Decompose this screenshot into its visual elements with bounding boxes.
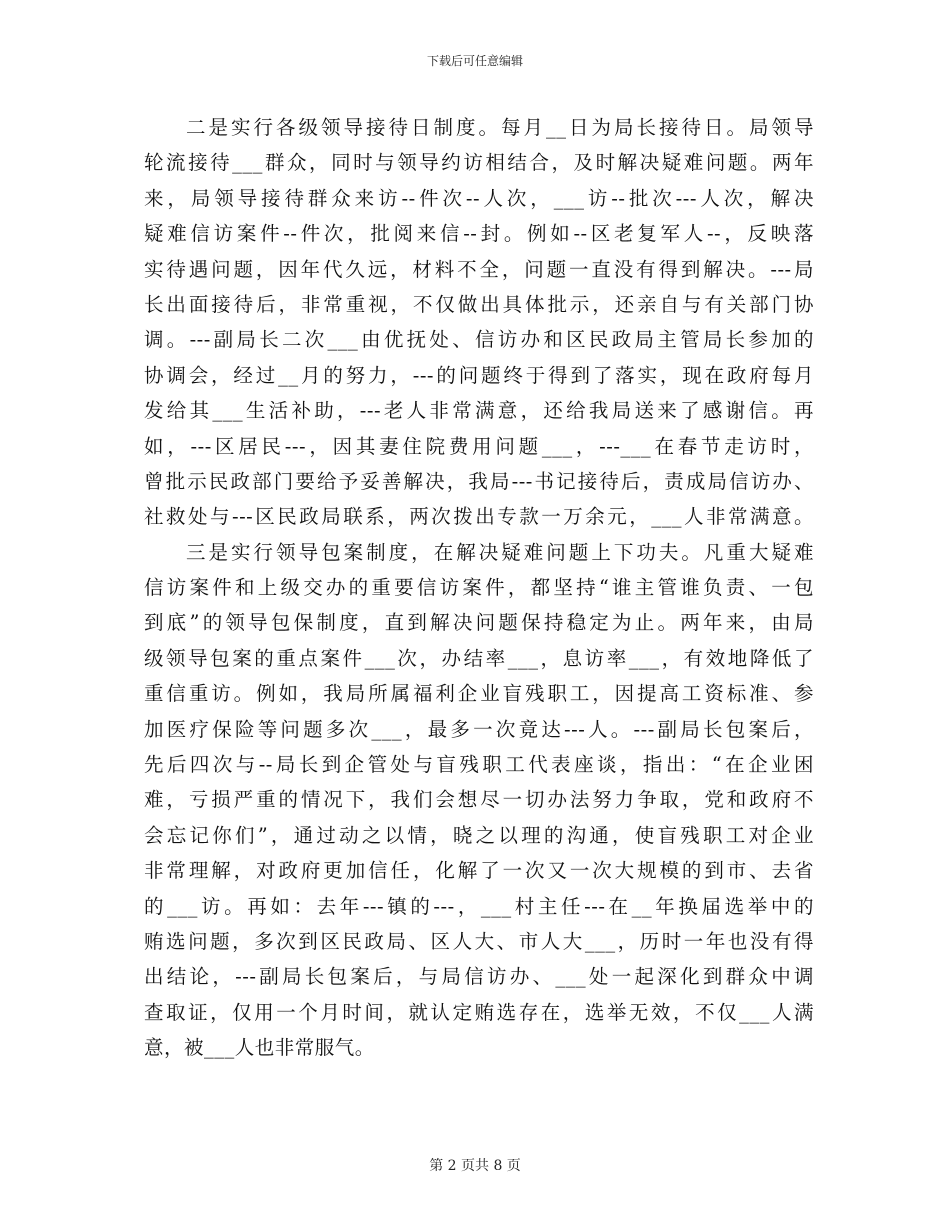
paragraph-1 xyxy=(144,110,814,535)
text-line: 发给其___生活补助，---老人非常满意，还给我局送来了感谢信。再 xyxy=(144,399,814,423)
text-line: 贿选问题，多次到区民政局、区人大、市人大___，历时一年也没有得 xyxy=(144,929,814,953)
text-line: 长出面接待后，非常重视，不仅做出具体批示，还亲自与有关部门协 xyxy=(144,292,814,316)
text-line: 重信重访。例如，我局所属福利企业盲残职工，因提高工资标准、参 xyxy=(144,682,814,706)
text-line: 如，---区居民---，因其妻住院费用问题___，---___在春节走访时， xyxy=(144,434,814,458)
text-line: 出结论，---副局长包案后，与局信访办、___处一起深化到群众中调 xyxy=(144,965,814,989)
text-line: 先后四次与--局长到企管处与盲残职工代表座谈，指出：“在企业困 xyxy=(144,753,814,777)
text-line: 的___访。再如：去年---镇的---，___村主任---在__年换届选举中的 xyxy=(144,894,814,918)
paragraph-2 xyxy=(144,535,814,1066)
text-line: 疑难信访案件--件次，批阅来信--封。例如--区老复军人--，反映落 xyxy=(144,222,814,246)
text-line: 社救处与---区民政局联系，两次拨出专款一万余元，___人非常满意。 xyxy=(144,505,814,529)
page-number: 第 2 页共 8 页 xyxy=(429,1158,521,1174)
text-line: 难，亏损严重的情况下，我们会想尽一切办法努力争取，党和政府不 xyxy=(144,788,814,812)
text-line: 非常理解，对政府更加信任，化解了一次又一次大规模的到市、去省 xyxy=(144,859,814,883)
text-line: 到底”的领导包保制度，直到解决问题保持稳定为止。两年来，由局 xyxy=(144,611,814,635)
page-header: 下载后可任意编辑 xyxy=(426,54,523,68)
text-line: 调。---副局长二次___由优抚处、信访办和区民政局主管局长参加的 xyxy=(144,328,814,352)
text-line: 实待遇问题，因年代久远，材料不全，问题一直没有得到解决。---局 xyxy=(144,257,814,281)
text-line: 会忘记你们”，通过动之以情，晓之以理的沟通，使盲残职工对企业 xyxy=(144,823,814,847)
document-body xyxy=(144,110,814,1066)
text-line: 加医疗保险等问题多次___，最多一次竟达---人。---副局长包案后， xyxy=(144,717,814,741)
text-line: 来，局领导接待群众来访--件次--人次，___访--批次---人次，解决 xyxy=(144,186,814,210)
text-line: 二是实行各级领导接待日制度。每月__日为局长接待日。局领导 xyxy=(186,116,814,139)
text-line: 级领导包案的重点案件___次，办结率___，息访率___，有效地降低了 xyxy=(144,646,814,670)
text-line: 信访案件和上级交办的重要信访案件，都坚持“谁主管谁负责、一包 xyxy=(144,576,814,600)
text-line: 意，被___人也非常服气。 xyxy=(144,1036,375,1060)
text-line: 协调会，经过__月的努力，---的问题终于得到了落实，现在政府每月 xyxy=(144,363,814,387)
text-line: 曾批示民政部门要给予妥善解决，我局---书记接待后，责成局信访办、 xyxy=(144,469,814,493)
text-line: 三是实行领导包案制度，在解决疑难问题上下功夫。凡重大疑难 xyxy=(186,540,814,564)
text-line: 轮流接待___群众，同时与领导约访相结合，及时解决疑难问题。两年 xyxy=(144,151,814,175)
text-line: 查取证，仅用一个月时间，就认定贿选存在，选举无效，不仅___人满 xyxy=(144,1000,814,1024)
